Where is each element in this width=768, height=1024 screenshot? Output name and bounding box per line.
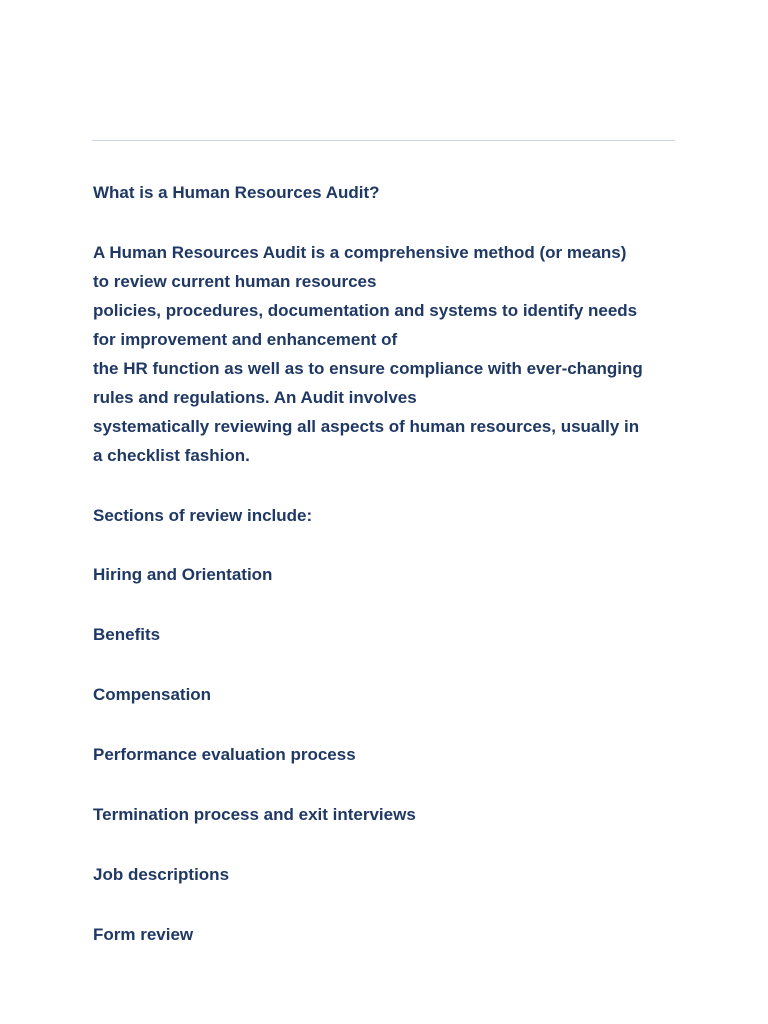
paragraph-line: A Human Resources Audit is a comprehensive method (or means) [93,243,627,262]
section-item-compensation: Compensation [93,685,212,704]
paragraph-line: a checklist fashion. [93,446,250,465]
section-item-job-descriptions: Job descriptions [93,865,230,884]
section-item-hiring: Hiring and Orientation [93,565,273,584]
paragraph-line: to review current human resources [93,272,377,291]
sections-intro: Sections of review include: [93,506,313,525]
document-heading: What is a Human Resources Audit? [93,183,380,202]
intro-paragraph [93,238,643,470]
paragraph-line: systematically reviewing all aspects of human resources, usually in [93,417,640,436]
section-item-performance: Performance evaluation process [93,745,356,764]
section-item-termination: Termination process and exit interviews [93,805,416,824]
paragraph-line: rules and regulations. An Audit involves [93,388,417,407]
paragraph-line: the HR function as well as to ensure compliance with ever-changing [93,359,643,378]
paragraph-line: policies, procedures, documentation and systems to identify needs [93,301,638,320]
section-item-form-review: Form review [93,925,194,944]
horizontal-divider [92,140,675,141]
section-item-benefits: Benefits [93,625,161,644]
paragraph-line: for improvement and enhancement of [93,330,398,349]
